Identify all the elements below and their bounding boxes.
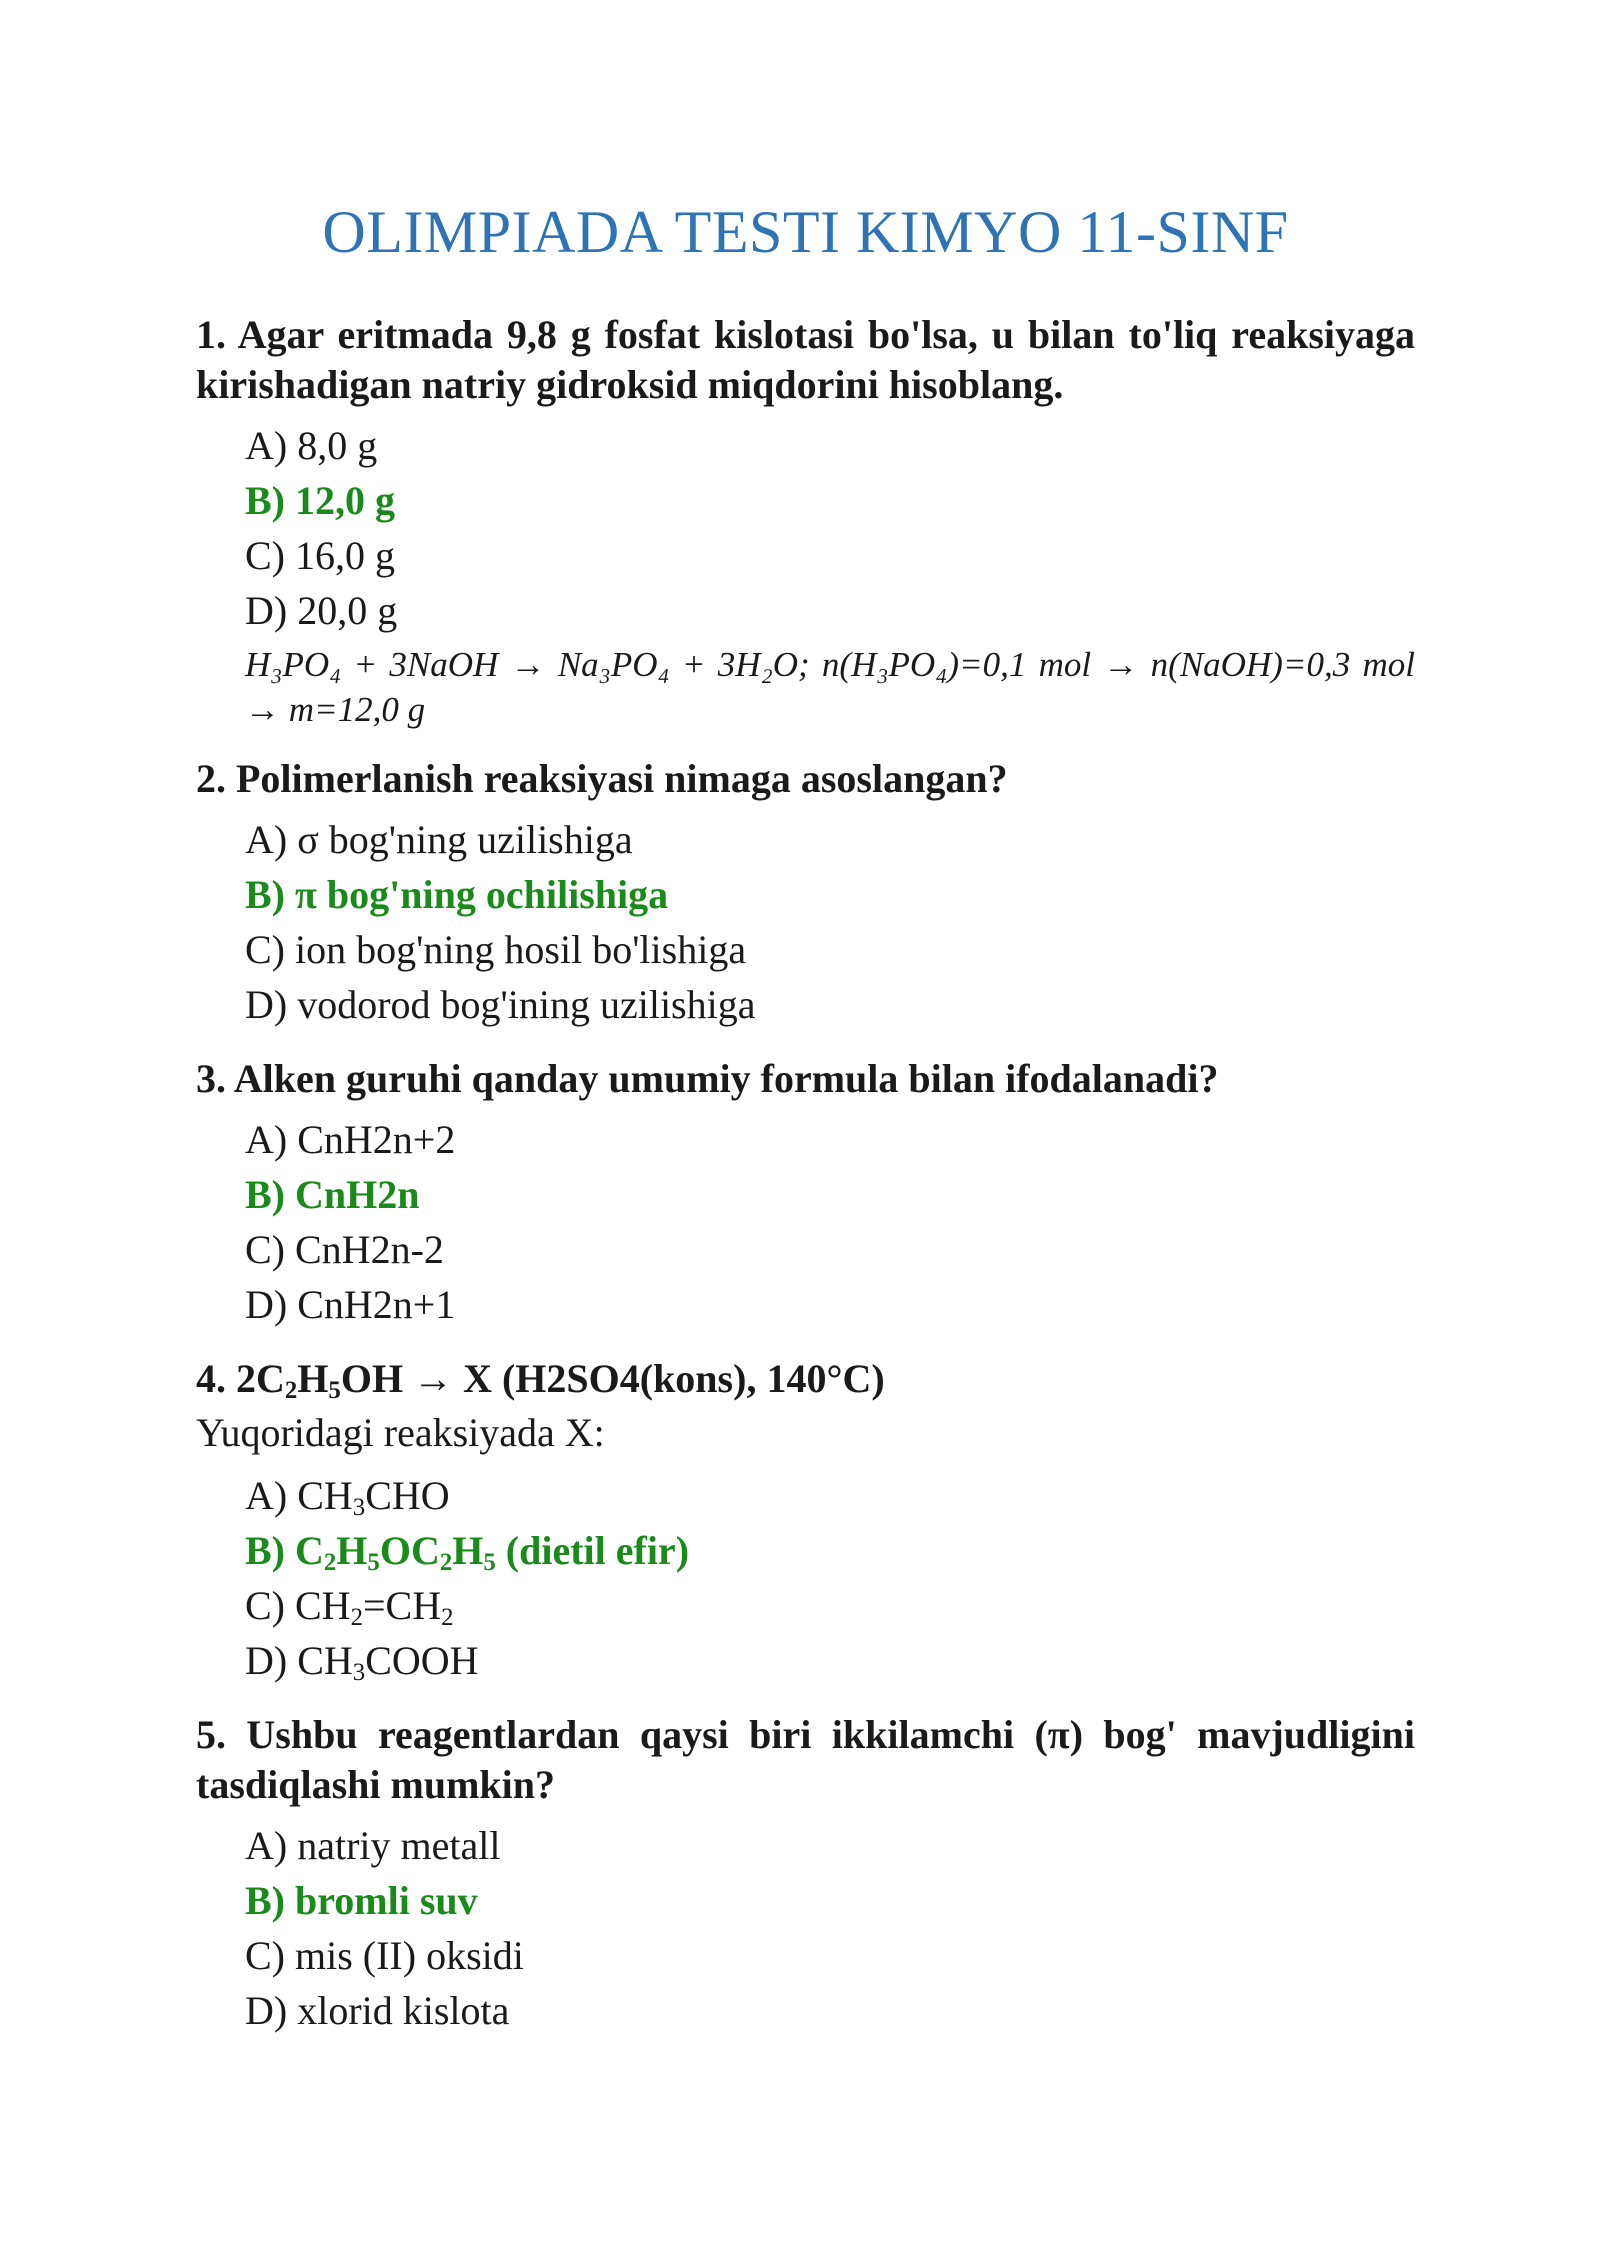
- option-b-correct: [245, 1523, 1415, 1578]
- question-2: [196, 754, 1415, 1032]
- subscript: 3: [352, 1659, 366, 1687]
- subscript: 2: [439, 1549, 453, 1577]
- formula-part: (dietil efir): [495, 1528, 690, 1573]
- formula-part: =CH: [362, 1583, 442, 1628]
- formula-part: OC: [379, 1528, 440, 1573]
- option-a: A) 8,0 g: [245, 423, 378, 468]
- formula-part: H: [336, 1528, 368, 1573]
- option-b-correct: B) CnH2n: [245, 1172, 420, 1217]
- question-1: [196, 310, 1415, 732]
- option-d: [245, 1633, 1415, 1688]
- question-5: [196, 1710, 1415, 2038]
- option-c: [245, 1578, 1415, 1633]
- solution-naoh: + 3NaOH: [341, 645, 511, 684]
- q4-conditions: X (H2SO4(kons), 140°C): [453, 1356, 885, 1401]
- option-b-correct: B) bromli suv: [245, 1878, 478, 1923]
- arrow-icon: →: [1103, 645, 1139, 684]
- question-text: 5. Ushbu reagentlardan qaysi biri ikkilamchi (π) bog' mavjudligini tasdiqlashi mumkin?: [196, 1712, 1415, 1807]
- formula-part: D) CH: [245, 1638, 353, 1683]
- subscript: 5: [328, 1377, 341, 1405]
- option-d: D) xlorid kislota: [245, 1988, 510, 2033]
- subscript: 5: [367, 1549, 380, 1577]
- subscript: 2: [284, 1377, 298, 1405]
- options-list: [245, 1112, 1415, 1332]
- option-a: A) natriy metall: [245, 1823, 501, 1868]
- question-text: 2. Polimerlanish reaksiyasi nimaga asoslangan?: [196, 756, 1008, 801]
- options-list: [245, 1468, 1415, 1688]
- option-d: D) vodorod bog'ining uzilishiga: [245, 982, 756, 1027]
- solution-water: + 3H₂O; n(H₃PO₄)=0,1 mol: [669, 645, 1104, 684]
- subscript: 2: [441, 1604, 454, 1632]
- option-c: C) ion bog'ning hosil bo'lishiga: [245, 927, 747, 972]
- option-c: C) mis (II) oksidi: [245, 1933, 524, 1978]
- formula-part: COOH: [365, 1638, 479, 1683]
- formula-part: A) CH: [245, 1473, 353, 1518]
- question-4: [196, 1354, 1415, 1688]
- subscript: 5: [483, 1549, 496, 1577]
- solution-naoh-mol: n(NaOH)=0,3 mol: [1138, 645, 1415, 684]
- subscript: 2: [350, 1604, 363, 1632]
- arrow-icon: →: [413, 1356, 454, 1401]
- formula-part: CHO: [365, 1473, 450, 1518]
- options-list: [245, 812, 1415, 1032]
- page-title: OLIMPIADA TESTI KIMYO 11-SINF: [322, 199, 1289, 265]
- option-c: C) 16,0 g: [245, 533, 395, 578]
- question-3: [196, 1054, 1415, 1332]
- options-list: [245, 418, 1415, 638]
- option-c: C) CnH2n-2: [245, 1227, 444, 1272]
- solution-mass: m=12,0 g: [280, 690, 426, 729]
- options-list: [245, 1818, 1415, 2038]
- solution-note: [245, 642, 1415, 732]
- option-a: [245, 1468, 1415, 1523]
- option-d: D) 20,0 g: [245, 588, 398, 633]
- q4-oh: OH: [340, 1356, 414, 1401]
- formula-part: C) CH: [245, 1583, 351, 1628]
- formula-part: B) C: [245, 1528, 324, 1573]
- q4-prefix: 4. 2C: [196, 1356, 285, 1401]
- formula-part: H: [452, 1528, 484, 1573]
- option-a: A) CnH2n+2: [245, 1117, 456, 1162]
- arrow-icon: →: [245, 690, 280, 729]
- q4-h: H: [297, 1356, 329, 1401]
- solution-na3po4: Na₃PO₄: [545, 645, 670, 684]
- solution-h3po4: H₃PO₄: [245, 645, 342, 684]
- question-text: 1. Agar eritmada 9,8 g fosfat kislotasi bo'lsa, u bilan to'liq reaksiyaga kirishadigan natriy gidroksid miqdorini hisoblang.: [196, 312, 1415, 407]
- question-subtext: Yuqoridagi reaksiyada X:: [196, 1410, 605, 1455]
- option-d: D) CnH2n+1: [245, 1282, 456, 1327]
- question-text: 3. Alken guruhi qanday umumiy formula bilan ifodalanadi?: [196, 1056, 1219, 1101]
- subscript: 2: [323, 1549, 337, 1577]
- question-text: [196, 1354, 1415, 1404]
- option-a: A) σ bog'ning uzilishiga: [245, 817, 633, 862]
- subscript: 3: [352, 1494, 366, 1522]
- option-b-correct: B) π bog'ning ochilishiga: [245, 872, 669, 917]
- arrow-icon: →: [510, 645, 546, 684]
- option-b-correct: B) 12,0 g: [245, 478, 395, 523]
